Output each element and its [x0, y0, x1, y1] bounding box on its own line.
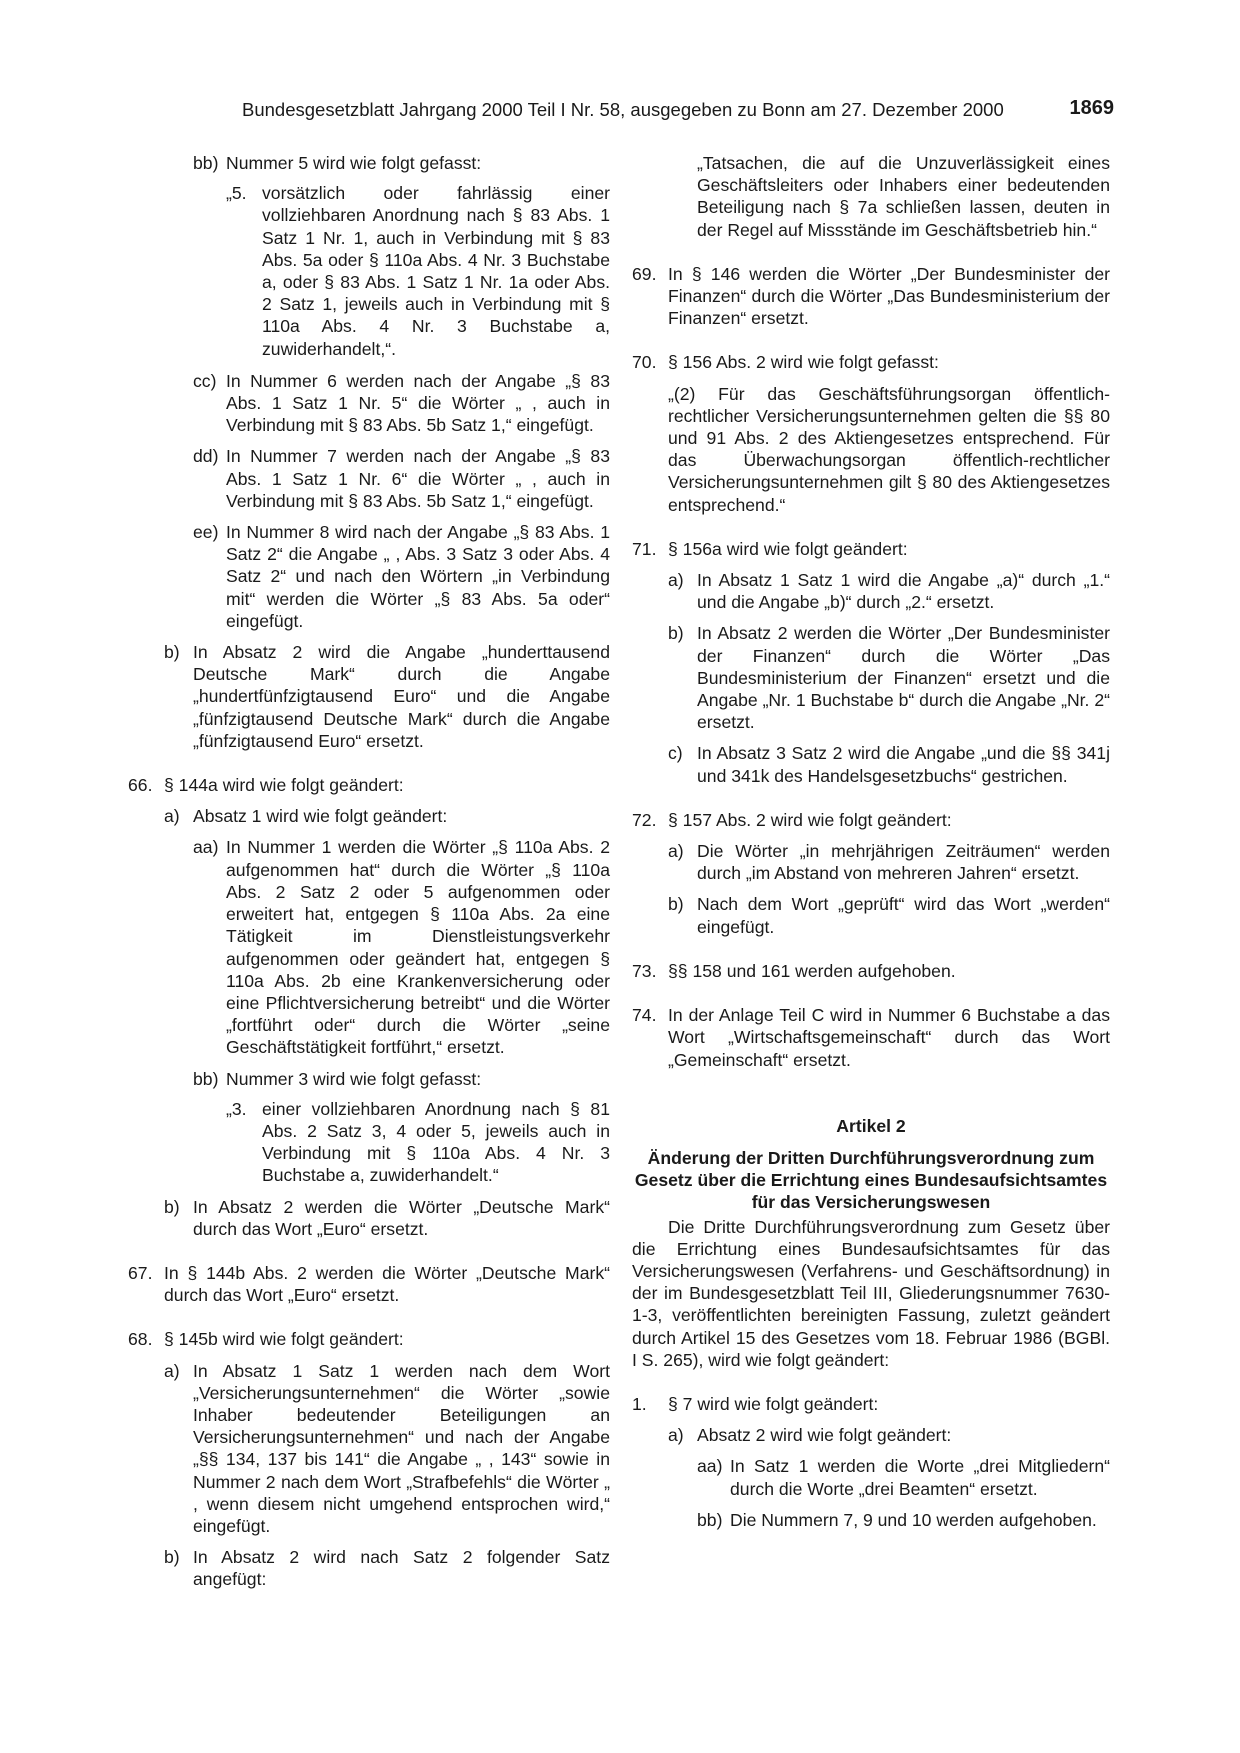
- item-text: In Nummer 1 werden die Wörter „§ 110a Abs. 2 aufgenommen hat“ durch die Wörter „§ 110a Abs. 2 Satz 2 oder 5 aufgenommen oder erweitert hat, entgegen § 110a Abs. 2a eine Tätigkeit im Dienstleistungsverkehr aufgenommen oder geändert hat, entgegen § 110a Abs. 2b eine Krankenversicherung oder eine Pflichtversicherung betreibt“ und die Wörter „fortführt oder“ durch die Wörter „seine Geschäftstätigkeit fortführt,“ ersetzt.: [226, 837, 610, 1058]
- item-number: 72.: [632, 809, 657, 830]
- amendment-item: [128, 1068, 610, 1090]
- numbered-item: [632, 263, 1110, 330]
- item-label: b): [164, 1196, 180, 1217]
- item-label: c): [668, 743, 683, 764]
- numbered-item: [128, 774, 610, 796]
- item-text: In Satz 1 werden die Worte „drei Mitgliedern“ durch die Worte „drei Beamten“ ersetzt.: [730, 1456, 1110, 1499]
- item-number: 68.: [128, 1329, 153, 1350]
- numbered-item: [632, 538, 1110, 560]
- item-text: Absatz 2 wird wie folgt geändert:: [697, 1425, 952, 1446]
- item-text: Die Wörter „in mehrjährigen Zeiträumen“ werden durch „im Abstand von mehreren Jahren“ ersetzt.: [697, 841, 1110, 884]
- numbered-item: [128, 1262, 610, 1306]
- item-number: 1.: [632, 1393, 647, 1414]
- item-label: bb): [697, 1509, 723, 1530]
- amendment-item: [632, 893, 1110, 937]
- item-label: b): [164, 1547, 180, 1568]
- item-label: a): [668, 570, 684, 591]
- amendment-item: [632, 1455, 1110, 1499]
- item-number: 69.: [632, 263, 657, 284]
- item-text: In § 144b Abs. 2 werden die Wörter „Deutsche Mark“ durch das Wort „Euro“ ersetzt.: [164, 1262, 610, 1306]
- amendment-item: [632, 1509, 1110, 1531]
- item-text: In Absatz 2 wird die Angabe „hunderttausend Deutsche Mark“ durch die Angabe „hundertfünfzigtausend Euro“ und die Angabe „fünfzigtausend Deutsche Mark“ durch die Angabe „fünfzigtausend Euro“ ersetzt.: [193, 642, 610, 751]
- numbered-item: [632, 351, 1110, 373]
- amendment-item: [128, 521, 610, 632]
- item-text: In Absatz 2 wird nach Satz 2 folgender Satz angefügt:: [193, 1547, 610, 1590]
- item-label: b): [668, 894, 684, 915]
- item-label: a): [668, 841, 684, 862]
- item-text: Absatz 1 wird wie folgt geändert:: [193, 806, 448, 827]
- amendment-item: [128, 152, 610, 174]
- item-text: In der Anlage Teil C wird in Nummer 6 Buchstabe a das Wort „Wirtschaftsgemeinschaft“ durch das Wort „Gemeinschaft“ ersetzt.: [668, 1005, 1110, 1070]
- item-text: Nummer 5 wird wie folgt gefasst:: [226, 153, 482, 173]
- item-text: In Absatz 2 werden die Wörter „Deutsche Mark“ durch das Wort „Euro“ ersetzt.: [193, 1196, 610, 1239]
- header-title: Bundesgesetzblatt Jahrgang 2000 Teil I Nr. 58, ausgegeben zu Bonn am 27. Dezember 2000: [242, 99, 1004, 120]
- left-column: [128, 152, 610, 1591]
- item-text: In Absatz 2 werden die Wörter „Der Bundesminister der Finanzen“ durch die Wörter „Das Bundesministerium der Finanzen“ ersetzt und die Angabe „Nr. 1 Buchstabe b“ durch die Angabe „Nr. 2“ ersetzt.: [697, 623, 1110, 733]
- amendment-item: [632, 840, 1110, 884]
- item-label: bb): [193, 1068, 219, 1089]
- item-number: 67.: [128, 1262, 153, 1283]
- item-text: In Absatz 1 Satz 1 werden nach dem Wort „Versicherungsunternehmen“ die Wörter „sowie Inhaber bedeutender Beteiligungen an Versicherungsunternehmen“ und nach der Angabe „§§ 134, 137 bis 141“ die Angabe „ , 143“ sowie in Nummer 2 nach dem Wort „Strafbefehls“ die Wörter „ , wenn diesem nicht umgehend entsprochen wird,“ eingefügt.: [193, 1360, 610, 1536]
- quoted-sentence: „Tatsachen, die auf die Unzuverlässigkeit eines Geschäftsleiters oder Inhabers einer bedeutenden Beteiligung nach § 7a schließen lassen, deuten in der Regel auf Missstände im Geschäftsbetrieb hin.“: [697, 153, 1110, 240]
- item-text: In § 146 werden die Wörter „Der Bundesminister der Finanzen“ durch die Wörter „Das Bundesministerium der Finanzen“ ersetzt.: [668, 263, 1110, 329]
- item-label: „3.: [226, 1098, 247, 1119]
- item-label: „5.: [226, 183, 247, 204]
- item-text: In Absatz 3 Satz 2 wird die Angabe „und die §§ 341j und 341k des Handelsgesetzbuchs“ gestrichen.: [697, 743, 1110, 786]
- amendment-item: [632, 569, 1110, 613]
- numbered-item: [632, 1004, 1110, 1071]
- item-text: § 145b wird wie folgt geändert:: [164, 1329, 404, 1350]
- item-label: a): [164, 1360, 180, 1381]
- item-text: In Nummer 8 wird nach der Angabe „§ 83 Abs. 1 Satz 2“ die Angabe „ , Abs. 3 Satz 3 oder Abs. 4 Satz 2“ und nach den Wörtern „in Verbindung mit“ werden die Wörter „§ 83 Abs. 5a oder“ eingefügt.: [226, 522, 610, 631]
- amendment-item: [128, 445, 610, 512]
- amendment-item: [128, 641, 610, 752]
- item-number: 74.: [632, 1005, 657, 1026]
- item-text: Nummer 3 wird wie folgt gefasst:: [226, 1068, 482, 1089]
- quoted-paragraph: „(2) Für das Geschäftsführungsorgan öffentlich-rechtlicher Versicherungsunternehmen gelten die §§ 80 und 91 Abs. 2 des Aktiengesetzes entsprechend. Für das Überwachungsorgan öffentlich-rechtlicher Versicherungsunternehmen gilt § 80 des Aktiengesetzes entsprechend.“: [668, 383, 1110, 515]
- article-intro: Die Dritte Durchführungsverordnung zum Gesetz über die Errichtung eines Bundesaufsichtsamtes für das Versicherungswesen (Verfahrens- und Geschäftsordnung) in der im Bundesgesetzblatt Teil III, Gliederungsnummer 7630-1-3, veröffentlichten bereinigten Fassung, zuletzt geändert durch Artikel 15 des Gesetzes vom 18. Februar 1986 (BGBl. I S. 265), wird wie folgt geändert:: [632, 1216, 1110, 1370]
- right-column: [632, 152, 1110, 1531]
- amendment-item: [128, 805, 610, 827]
- item-text: § 156 Abs. 2 wird wie folgt gefasst:: [668, 352, 939, 373]
- item-text: vorsätzlich oder fahrlässig einer vollziehbaren Anordnung nach § 83 Abs. 1 Satz 1 Nr. 1, auch in Verbindung mit § 83 Abs. 5a oder § 110a Abs. 4 Nr. 3 Buchstabe a, oder § 83 Abs. 1 Satz 1 Nr. 1a oder Abs. 2 Satz 1, jeweils auch in Verbindung mit § 110a Abs. 4 Nr. 3 Buchstabe a, zuwiderhandelt,“.: [262, 183, 610, 359]
- numbered-item: [632, 960, 1110, 982]
- amendment-item: [632, 742, 1110, 786]
- amendment-item: [128, 836, 610, 1058]
- item-text: § 156a wird wie folgt geändert:: [668, 538, 908, 559]
- item-number: 73.: [632, 960, 657, 981]
- amendment-item: [128, 1546, 610, 1590]
- item-label: a): [164, 806, 180, 827]
- item-text: Die Nummern 7, 9 und 10 werden aufgehoben.: [730, 1509, 1097, 1530]
- article-title: Änderung der Dritten Durchführungsverordnung zum Gesetz über die Errichtung eines Bundesaufsichtsamtes für das Versicherungswesen: [634, 1147, 1108, 1213]
- item-label: b): [668, 623, 684, 644]
- item-text: In Nummer 7 werden nach der Angabe „§ 83 Abs. 1 Satz 1 Nr. 6“ die Wörter „ , auch in Verbindung mit § 83 Abs. 5b Satz 1,“ eingefügt.: [226, 446, 610, 511]
- numbered-item: [632, 809, 1110, 831]
- numbered-item: [632, 1393, 1110, 1415]
- item-number: 70.: [632, 352, 657, 373]
- item-label: dd): [193, 446, 219, 467]
- page-number: 1869: [1069, 97, 1114, 119]
- item-label: b): [164, 642, 180, 663]
- article-heading: Artikel 2: [836, 1115, 906, 1136]
- item-text: §§ 158 und 161 werden aufgehoben.: [668, 960, 956, 981]
- page-header: [242, 99, 1114, 125]
- item-text: In Nummer 6 werden nach der Angabe „§ 83 Abs. 1 Satz 1 Nr. 5“ die Wörter „ , auch in Verbindung mit § 83 Abs. 5b Satz 1,“ eingefügt.: [226, 370, 610, 436]
- amendment-item: [128, 1360, 610, 1538]
- quoted-provision: [128, 1098, 610, 1187]
- item-label: aa): [193, 837, 219, 858]
- item-label: a): [668, 1425, 684, 1446]
- amendment-item: [632, 622, 1110, 733]
- numbered-item: [128, 1328, 610, 1350]
- item-text: In Absatz 1 Satz 1 wird die Angabe „a)“ durch „1.“ und die Angabe „b)“ durch „2.“ ersetzt.: [697, 570, 1110, 613]
- item-text: § 7 wird wie folgt geändert:: [668, 1393, 879, 1414]
- item-number: 66.: [128, 775, 153, 796]
- amendment-item: [128, 370, 610, 437]
- amendment-item: [632, 1424, 1110, 1446]
- item-text: § 144a wird wie folgt geändert:: [164, 775, 404, 796]
- item-text: einer vollziehbaren Anordnung nach § 81 Abs. 2 Satz 3, 4 oder 5, jeweils auch in Verbindung mit § 110a Abs. 4 Nr. 3 Buchstabe a, zuwiderhandelt.“: [262, 1098, 610, 1186]
- item-label: cc): [193, 370, 217, 391]
- item-text: § 157 Abs. 2 wird wie folgt geändert:: [668, 809, 952, 830]
- item-label: ee): [193, 522, 219, 543]
- item-text: Nach dem Wort „geprüft“ wird das Wort „werden“ eingefügt.: [697, 894, 1110, 937]
- item-label: aa): [697, 1456, 723, 1477]
- amendment-item: [128, 1196, 610, 1240]
- item-number: 71.: [632, 538, 657, 559]
- item-label: bb): [193, 153, 219, 173]
- quoted-provision: [128, 182, 610, 360]
